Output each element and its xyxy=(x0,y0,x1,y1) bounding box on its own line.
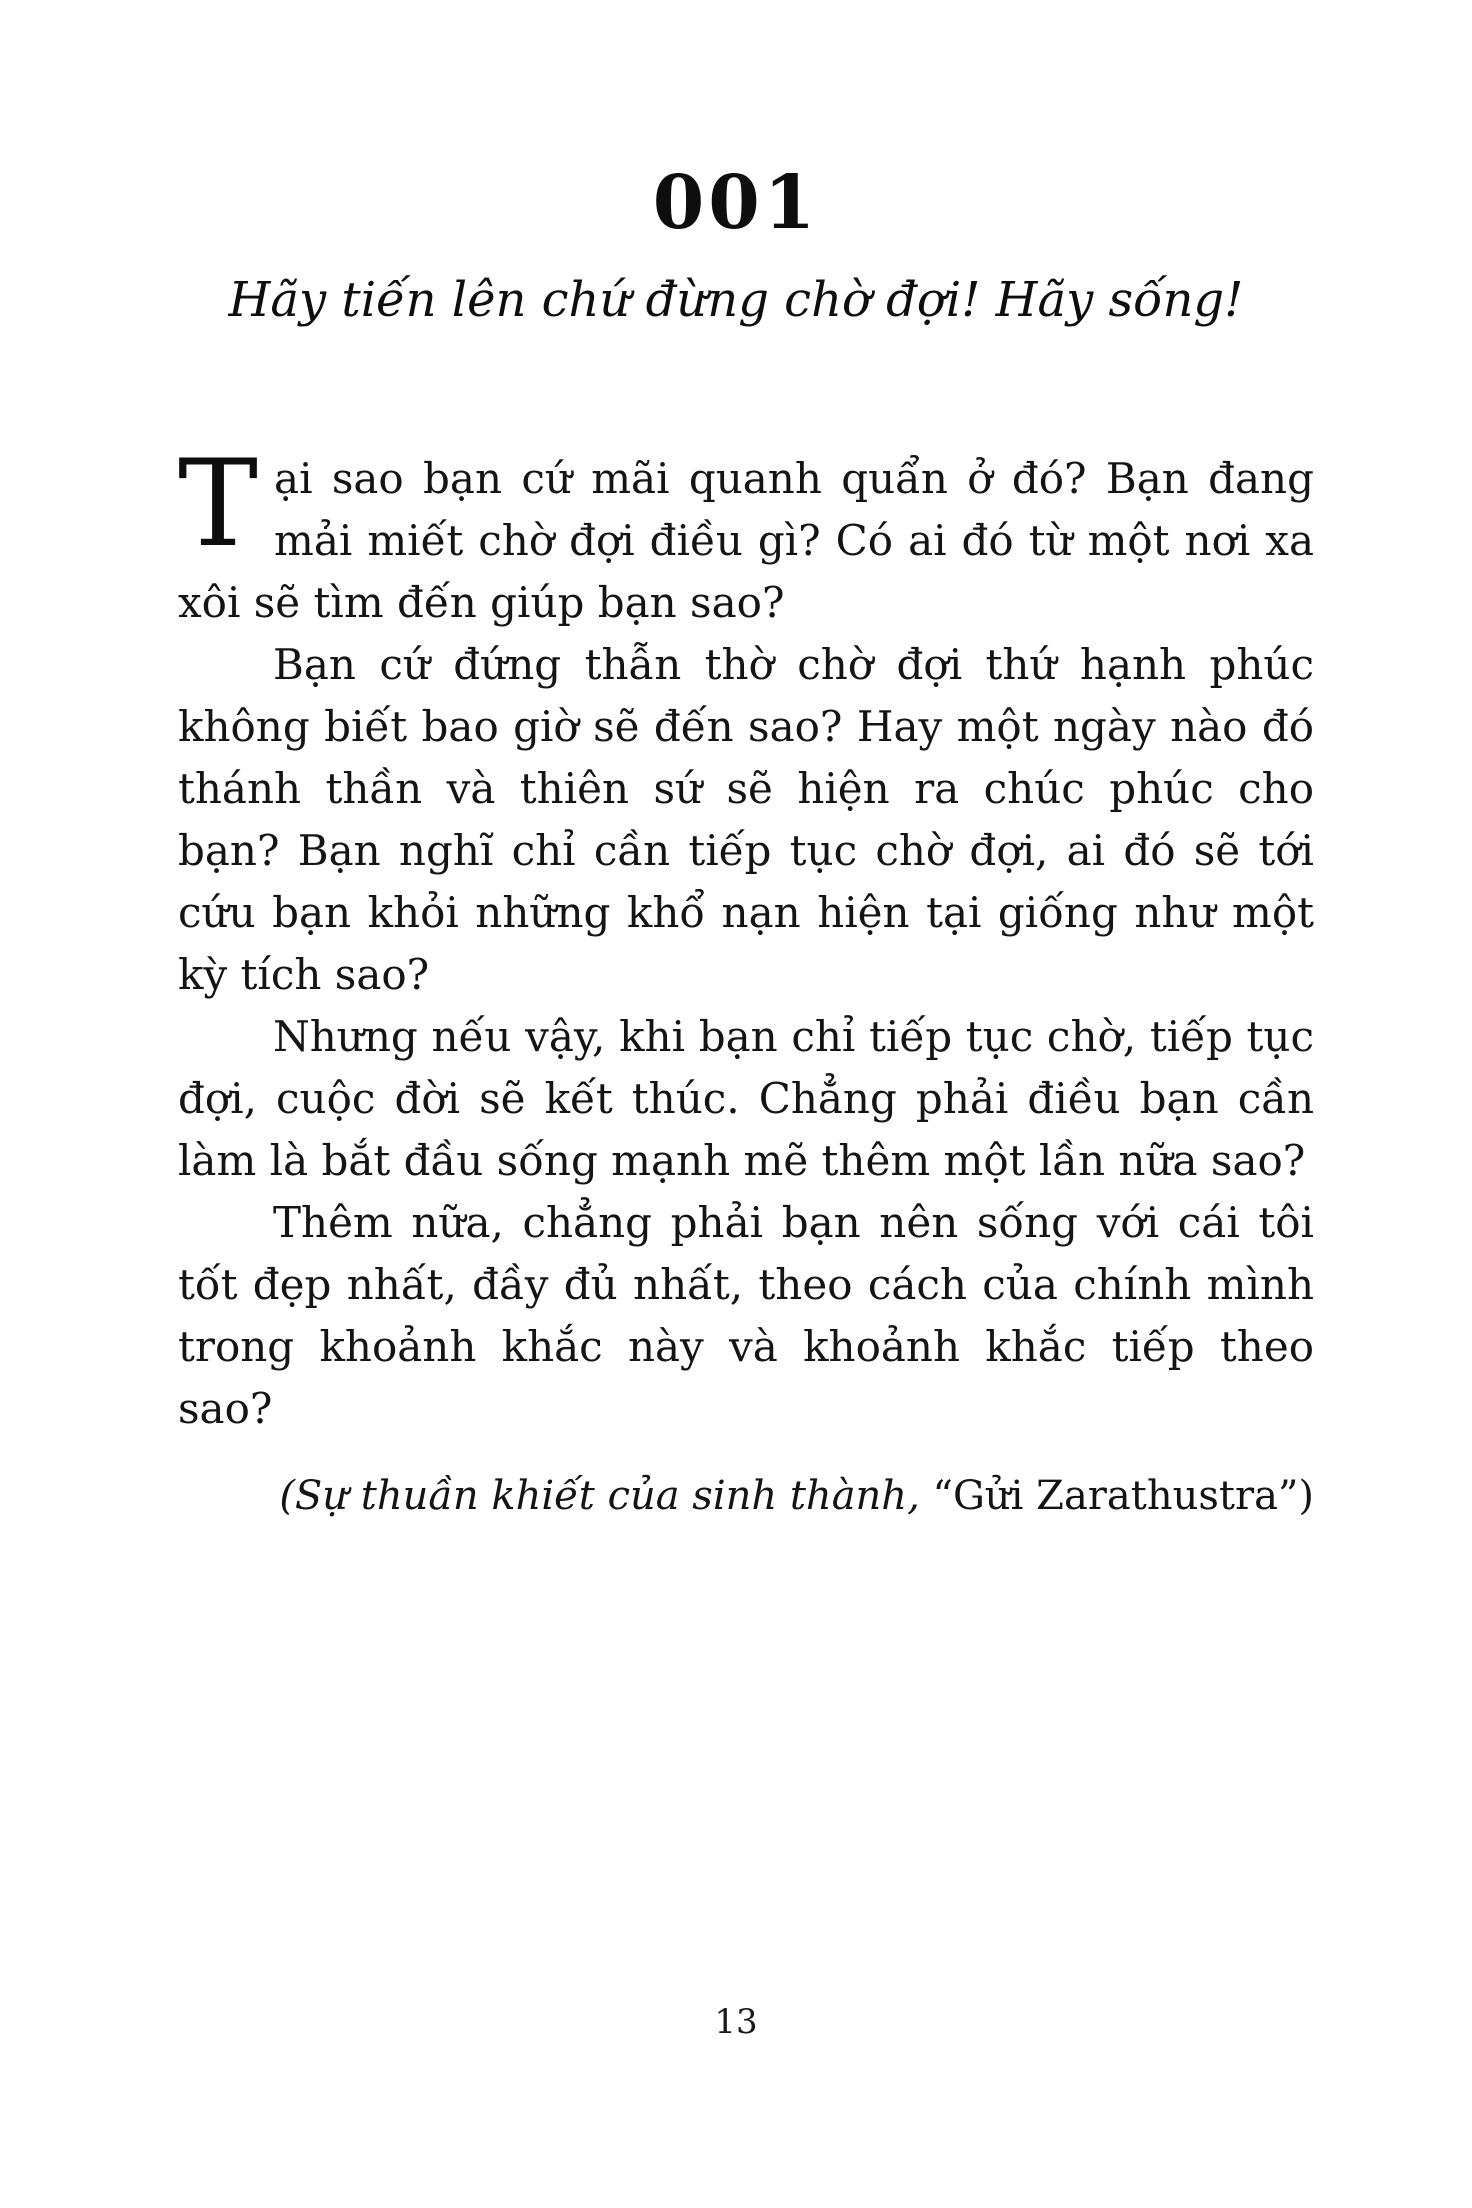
citation-source: (Sự thuần khiết của sinh thành, xyxy=(279,1473,920,1519)
chapter-title: Hãy tiến lên chứ đừng chờ đợi! Hãy sống! xyxy=(228,272,1244,328)
body-text xyxy=(178,435,1314,1524)
citation-work: “Gửi Zarathustra”) xyxy=(919,1473,1314,1519)
drop-cap: T xyxy=(178,435,259,574)
paragraph: Bạn cứ đứng thẫn thờ chờ đợi thứ hạnh phúc không biết bao giờ sẽ đến sao? Hay một ngày nào đó thánh thần và thiên sứ sẽ hiện ra chúc phúc cho bạn? Bạn nghĩ chỉ cần tiếp tục chờ đợi, ai đó sẽ tới cứu bạn khỏi những khổ nạn hiện tại giống như một kỳ tích sao? xyxy=(178,640,1314,999)
citation xyxy=(178,1468,1314,1524)
paragraph-first-text: ại sao bạn cứ mãi quanh quẩn ở đó? Bạn đang mải miết chờ đợi điều gì? Có ai đó từ một nơi xa xôi sẽ tìm đến giúp bạn sao? xyxy=(178,454,1314,627)
paragraph: Thêm nữa, chẳng phải bạn nên sống với cái tôi tốt đẹp nhất, đầy đủ nhất, theo cách của chính mình trong khoảnh khắc này và khoảnh khắc tiếp theo sao? xyxy=(178,1198,1314,1433)
paragraph-first xyxy=(178,435,1314,634)
paragraph: Nhưng nếu vậy, khi bạn chỉ tiếp tục chờ, tiếp tục đợi, cuộc đời sẽ kết thúc. Chẳng phải điều bạn cần làm là bắt đầu sống mạnh mẽ thêm một lần nữa sao? xyxy=(178,1012,1314,1185)
chapter-number: 001 xyxy=(652,160,820,246)
page-number: 13 xyxy=(714,2002,758,2042)
